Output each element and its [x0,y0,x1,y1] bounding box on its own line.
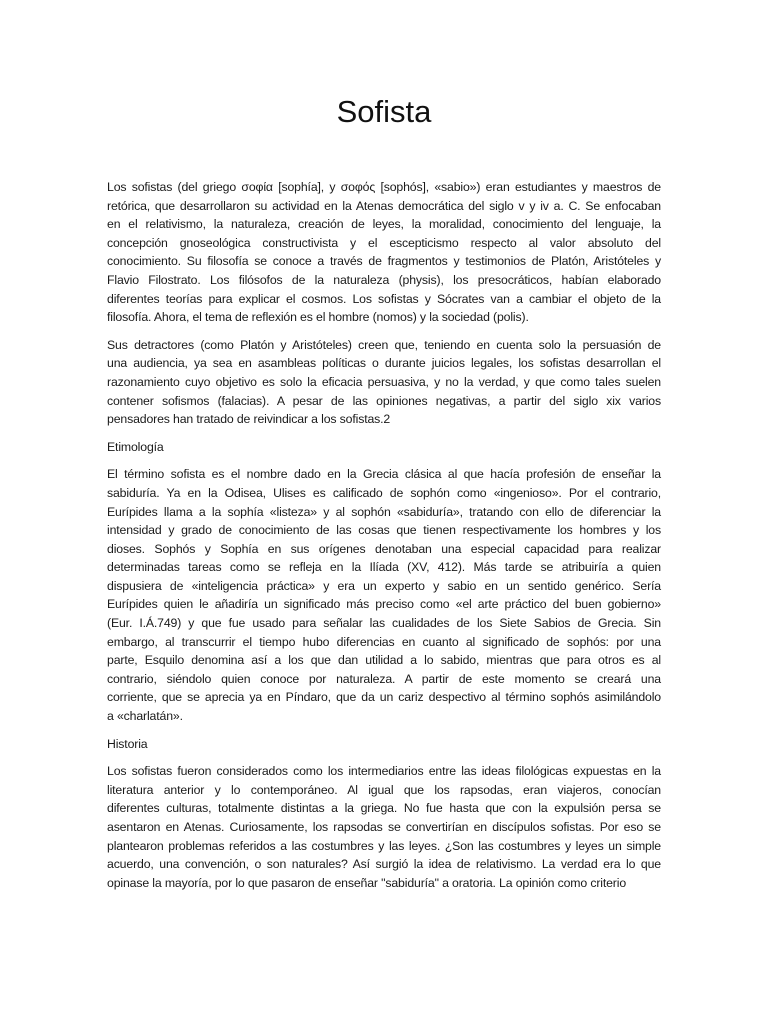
text-line: pensadores han tratado de reivindicar a los sofistas.2 [107,412,391,427]
text-line: en el relativismo, la naturaleza, creación de leyes, la moralidad, conocimiento del lenguaje, la [107,217,661,232]
text-line: conocimiento. Su filosofía se conoce a través de fragmentos y testimonios de Platón, Aristóteles y [107,254,661,269]
text-line: literatura anterior y lo contemporáneo. Al igual que los rapsodas, eran viajeros, conocían [107,782,661,797]
text-line: una audiencia, ya sea en asambleas políticas o durante juicios legales, los sofistas desarrollan el [107,356,661,371]
text-line: intensidad y grado de conocimiento de las cosas que tienen respectivamente los hombres y los [107,523,661,538]
text-line: Los sofistas (del griego σοφία [sophía], y σοφός [sophós], «sabio») eran estudiantes y maestros de [107,180,661,194]
text-line: embargo, al transcurrir el tiempo hubo diferencias en cuanto al significado de sophós: por una [107,634,661,649]
text-line: contener sofismos (falacias). A pesar de las opiniones negativas, a partir del siglo xix varios [107,393,661,408]
section-heading-etimologia: Etimología [107,439,164,454]
text-line: contrario, siéndolo quien conoce por naturaleza. A partir de este momento se creará una [107,671,661,686]
text-line: dispusiera de «inteligencia práctica» y era un experto y sabio en un sentido genérico. Sería [107,578,661,593]
text-line: razonamiento cuyo objetivo es solo la eficacia persuasiva, y no la verdad, y que como tales suelen [107,374,661,389]
text-line: sabiduría. Ya en la Odisea, Ulises es calificado de sophón como «ingenioso». Por el contrario, [107,485,661,500]
text-line: acuerdo, una convención, o son naturales? Así surgió la idea de relativismo. La verdad era lo que [107,857,661,872]
text-line: parte, Esquilo denomina así a los que dan utilidad a lo sabido, mientras que para otros es al [107,653,661,668]
text-line: a «charlatán». [107,709,183,724]
text-line: El término sofista es el nombre dado en la Grecia clásica al que hacía profesión de enseñar la [107,467,661,482]
text-line: (Eur. I.Á.749) y que fue usado para señalar las cualidades de los Siete Sabios de Grecia. Sin [107,616,661,631]
etimologia-paragraph [107,465,661,725]
text-line: dioses. Sophós y Sophía en sus orígenes denotaban una especial capacidad para realizar [107,541,661,556]
text-line: corriente, que se aprecia ya en Píndaro, que da un cariz despectivo al término sophós asimilándolo [107,690,661,705]
text-line: Flavio Filostrato. Los filósofos de la naturaleza (physis), los presocráticos, habían elaborado [107,272,661,287]
text-line: determinadas tareas como se refleja en la Ilíada (XV, 412). Más tarde se atribuiría a quien [107,560,661,575]
text-line: plantearon problemas referidos a las costumbres y las leyes. ¿Son las costumbres y leyes un simple [107,838,661,853]
page-title: Sofista [336,94,432,129]
text-line: opinase la mayoría, por lo que pasaron de enseñar "sabiduría" a oratoria. La opinión como criterio [107,875,627,890]
historia-paragraph [107,762,661,892]
text-line: Eurípides llama a la sophía «listeza» y al sophón «sabiduría», tratando con ello de diferenciar la [107,504,661,519]
text-line: diferentes culturas, totalmente distintas a la griega. No fue hasta que con la expulsión persa se [107,801,661,816]
text-line: Sus detractores (como Platón y Aristóteles) creen que, teniendo en cuenta solo la persuasión de [107,337,661,352]
document-body [107,178,661,901]
text-line: retórica, que desarrollaron su actividad en la Atenas democrática del siglo v y iv a. C. Se enfocaban [107,198,661,213]
intro-paragraph-2 [107,336,661,429]
text-line: Los sofistas fueron considerados como los intermediarios entre las ideas filológicas expuestas en la [107,764,661,779]
text-line: concepción gnoseológica constructivista y el escepticismo respecto al valor absoluto del [107,235,661,250]
section-heading-historia: Historia [107,736,148,751]
text-line: filosofía. Ahora, el tema de reflexión es el hombre (nomos) y la sociedad (polis). [107,310,529,325]
text-line: asentaron en Atenas. Curiosamente, los rapsodas se convertirían en discípulos sofistas. Por eso se [107,820,661,834]
intro-paragraph-1 [107,178,661,327]
text-line: Eurípides quien le añadiría un significado más preciso como «el arte práctico del buen gobierno» [107,597,661,612]
text-line: diferentes teorías para explicar el cosmos. Los sofistas y Sócrates van a cambiar el objeto de la [107,291,661,306]
